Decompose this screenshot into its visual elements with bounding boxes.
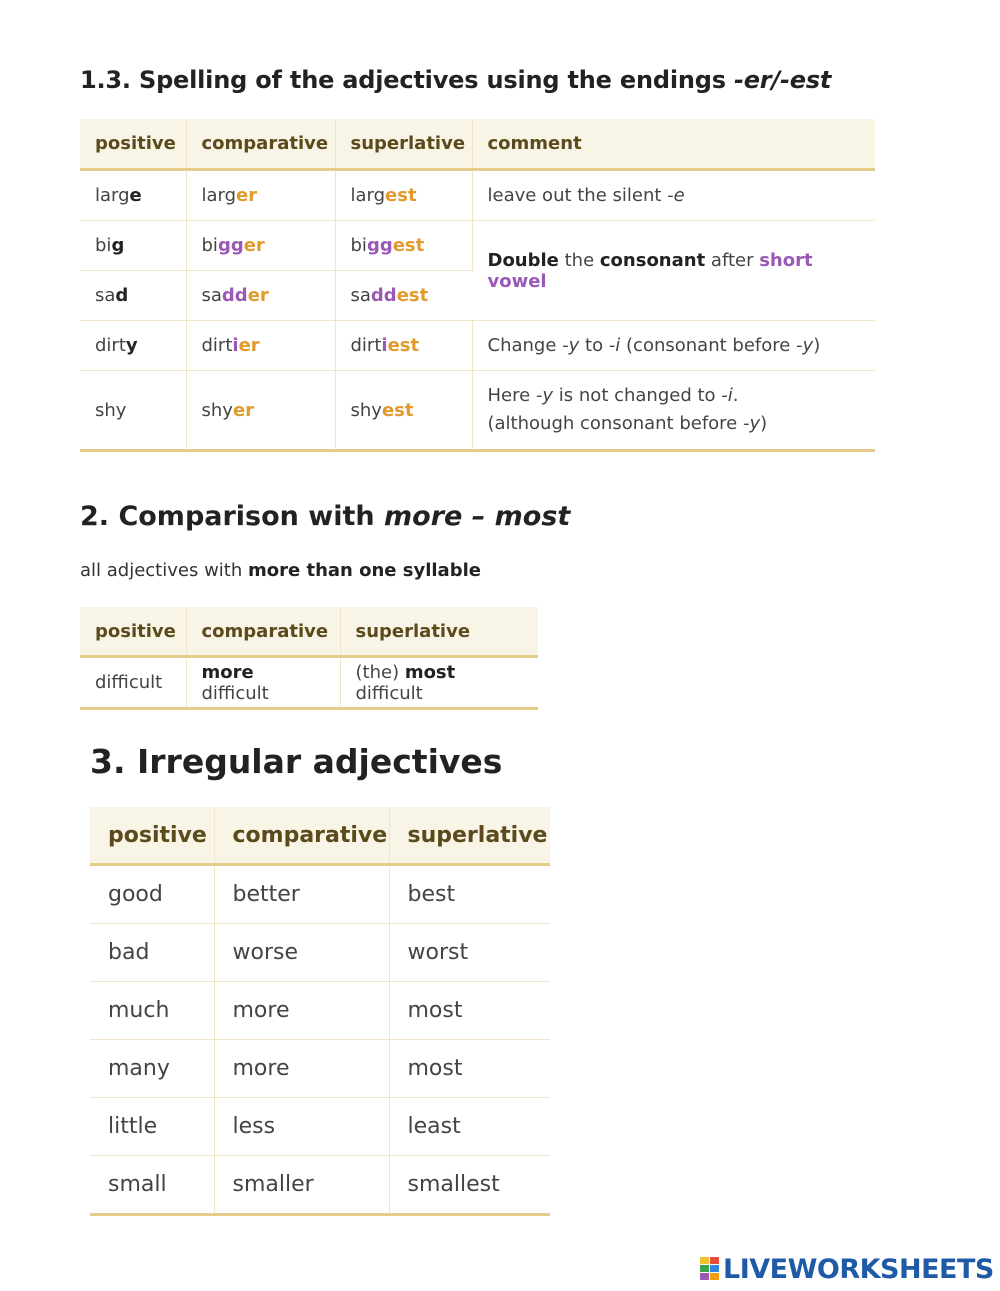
table-row (90, 924, 550, 982)
comparative-cell: smaller (214, 1156, 389, 1215)
header-superlative: superlative (389, 807, 550, 865)
liveworksheets-logo (700, 1254, 994, 1284)
section2-title: 2. Comparison with more – most (80, 501, 571, 532)
superlative-cell: largest (335, 170, 472, 221)
comparative-cell: shyer (186, 371, 335, 451)
comment-cell: leave out the silent -e (472, 170, 875, 221)
table-row (80, 371, 875, 451)
table-row (90, 982, 550, 1040)
comparative-cell: less (214, 1098, 389, 1156)
section2-intro: all adjectives with more than one syllable (80, 560, 481, 581)
positive-cell: little (90, 1098, 214, 1156)
spelling-table (80, 119, 875, 452)
table-row (80, 221, 875, 271)
positive-cell: bad (90, 924, 214, 982)
header-comparative: comparative (186, 607, 340, 657)
positive-cell: many (90, 1040, 214, 1098)
irregular-table (90, 807, 550, 1216)
superlative-cell: least (389, 1098, 550, 1156)
comparative-cell: more difficult (186, 657, 340, 709)
table-row (90, 865, 550, 924)
more-most-table (80, 607, 538, 710)
positive-cell: large (80, 170, 186, 221)
header-superlative: superlative (335, 119, 472, 170)
comparative-cell: more (214, 982, 389, 1040)
header-comment: comment (472, 119, 875, 170)
superlative-cell: dirtiest (335, 321, 472, 371)
header-positive: positive (80, 119, 186, 170)
table-row (90, 1156, 550, 1215)
section1-title: 1.3. Spelling of the adjectives using the endings -er/-est (80, 66, 832, 94)
superlative-cell: shyest (335, 371, 472, 451)
section3-title: 3. Irregular adjectives (90, 742, 503, 781)
table-row (90, 1098, 550, 1156)
superlative-cell: most (389, 1040, 550, 1098)
comment-cell: Here -y is not changed to -i. (although consonant before -y) (472, 371, 875, 451)
superlative-cell: smallest (389, 1156, 550, 1215)
comparative-cell: sadder (186, 271, 335, 321)
comparative-cell: bigger (186, 221, 335, 271)
comment-cell: Double the consonant after short vowel (472, 221, 875, 321)
header-superlative: superlative (340, 607, 538, 657)
positive-cell: small (90, 1156, 214, 1215)
comparative-cell: worse (214, 924, 389, 982)
table-row (80, 657, 538, 709)
superlative-cell: saddest (335, 271, 472, 321)
logo-mark-icon (700, 1257, 720, 1281)
comparative-cell: dirtier (186, 321, 335, 371)
positive-cell: good (90, 865, 214, 924)
comparative-cell: larger (186, 170, 335, 221)
positive-cell: big (80, 221, 186, 271)
positive-cell: dirty (80, 321, 186, 371)
superlative-cell: best (389, 865, 550, 924)
superlative-cell: worst (389, 924, 550, 982)
header-positive: positive (90, 807, 214, 865)
superlative-cell: (the) most difficult (340, 657, 538, 709)
table-row (80, 321, 875, 371)
comment-cell: Change -y to -i (consonant before -y) (472, 321, 875, 371)
logo-text: LIVEWORKSHEETS (723, 1253, 994, 1285)
table-header-row (80, 119, 875, 170)
positive-cell: much (90, 982, 214, 1040)
superlative-cell: biggest (335, 221, 472, 271)
comparative-cell: more (214, 1040, 389, 1098)
positive-cell: difficult (80, 657, 186, 709)
header-comparative: comparative (214, 807, 389, 865)
superlative-cell: most (389, 982, 550, 1040)
positive-cell: sad (80, 271, 186, 321)
header-positive: positive (80, 607, 186, 657)
table-header-row (90, 807, 550, 865)
table-row (90, 1040, 550, 1098)
header-comparative: comparative (186, 119, 335, 170)
table-row (80, 170, 875, 221)
table-header-row (80, 607, 538, 657)
positive-cell: shy (80, 371, 186, 451)
comparative-cell: better (214, 865, 389, 924)
